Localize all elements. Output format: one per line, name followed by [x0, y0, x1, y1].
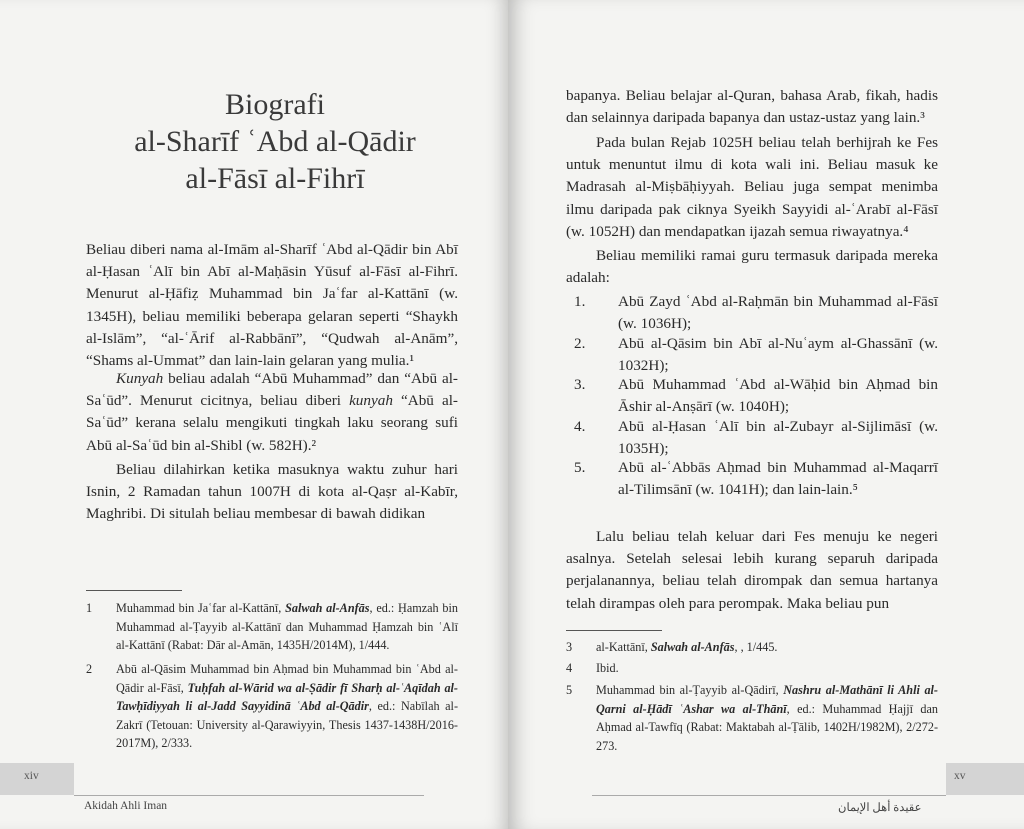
footnote-divider: [86, 590, 182, 591]
running-rule: [74, 795, 424, 796]
title-line: Biografi: [225, 88, 325, 121]
list-item: [574, 457, 938, 501]
running-rule: [592, 795, 946, 796]
footnote-number: 3: [566, 640, 573, 654]
left-page: [0, 0, 508, 829]
list-number: 3.: [574, 376, 586, 393]
footnote-text: [116, 599, 458, 655]
running-title: Akidah Ahli Iman: [84, 800, 168, 812]
footnote-number: 2: [86, 662, 93, 676]
text-run: al-Kattānī,: [596, 640, 651, 654]
text-run: , ed.: Ḥamzah bin Muhammad al-Ṭayyib al-Kattānī dan Muhammad Ḥamzah bin ʿAlī al-Kattānī (Rabat: Dār al-Amān, 1435H/2014M), 1/444.: [116, 601, 458, 652]
paragraph: Beliau memiliki ramai guru termasuk daripada mereka adalah:: [566, 247, 938, 287]
list-number: 2.: [574, 335, 586, 352]
work-title: Salwah al-Anfās: [285, 601, 370, 615]
text-run: , ed.: Nabīlah al-Zakrī (Tetouan: University al-Qarawiyyin, Thesis 1437-1438H/2016-2017M), 2/333.: [116, 699, 458, 750]
text-run: , ed.: Muhammad Ḥajjī dan Aḥmad al-Tawfīq (Rabat: Maktabah al-Ṭālib, 1402H/1982M), 2/272-273.: [596, 701, 938, 753]
list-number: 4.: [574, 418, 586, 435]
list-number: 1.: [574, 293, 586, 310]
work-title: Salwah al-Anfās: [650, 640, 735, 654]
paragraph: bapanya. Beliau belajar al-Quran, bahasa Arab, fikah, hadis dan selainnya daripada bapanya dan ustaz-ustaz yang lain.³: [566, 87, 938, 127]
paragraph: Lalu beliau telah keluar dari Fes menuju ke negeri asalnya. Setelah selesai lebih kurang separuh daripada perjalanannya, beliau telah dirompak dan semua hartanya telah dirampas oleh para perompak. Maka beliau pun: [566, 528, 938, 612]
footnote-number: 1: [86, 601, 93, 615]
page-number: xiv: [24, 770, 39, 782]
work-title: Tuḥfah al-Wārid wa al-Ṣādir fī Sharḥ al-ʿAqīdah al-Tawḥīdiyyah li al-Jadd Sayyidinā ʿAbd al-Qādir: [116, 680, 458, 713]
list-text: Abū Zayd ʿAbd al-Raḥmān bin Muhammad al-Fāsī (w. 1036H);: [618, 293, 938, 333]
footnote: [566, 659, 938, 679]
paragraph: Beliau dilahirkan ketika masuknya waktu zuhur hari Isnin, 2 Ramadan tahun 1007H di kota al-Qaṣr al-Kabīr, Maghribi. Di situlah beliau membesar di bawah didikan: [86, 461, 458, 523]
list-text: Abū al-ʿAbbās Aḥmad bin Muhammad al-Maqarrī al-Tilimsānī (w. 1041H); dan lain-lain.⁵: [618, 459, 938, 499]
list-item: [574, 416, 938, 460]
italic-term: Kunyah: [116, 370, 164, 387]
footnote-number: 4: [566, 661, 573, 675]
text-run: Muhammad bin Jaʿfar al-Kattānī,: [116, 601, 286, 615]
text-run: Muhammad bin al-Ṭayyib al-Qādirī,: [596, 683, 784, 697]
list-number: 5.: [574, 459, 586, 476]
list-text: Abū al-Qāsim bin Abī al-Nuʿaym al-Ghassānī (w. 1032H);: [618, 335, 938, 375]
list-item: [574, 333, 938, 377]
text-run: , , 1/445.: [734, 640, 778, 654]
list-text: Abū al-Ḥasan ʿAlī bin al-Zubayr al-Sijlimāsī (w. 1035H);: [618, 418, 938, 458]
footnote-text: [596, 681, 938, 755]
footnote-divider: [566, 630, 662, 631]
title-line: al-Fāsī al-Fihrī: [185, 162, 365, 195]
title-line: al-Sharīf ʿAbd al-Qādir: [134, 125, 416, 158]
footnote-text: [596, 638, 938, 657]
page-number: xv: [954, 770, 966, 782]
text-run: Abū al-Qāsim Muhammad bin Aḥmad bin Muhammad bin ʿAbd al-Qādir al-Fāsī,: [116, 662, 458, 695]
list-text: Abū Muhammad ʿAbd al-Wāḥid bin Aḥmad bin Āshir al-Anṣārī (w. 1040H);: [618, 376, 938, 416]
text-run: beliau adalah “Abū Muhammad” dan “Abū al-Saʿūd”. Menurut cicitnya, beliau diberi: [86, 370, 458, 410]
paragraph: [86, 368, 458, 457]
footnote-text: [596, 659, 938, 678]
footnote-text: [116, 660, 458, 753]
list-item: [574, 374, 938, 418]
footnote: [566, 681, 938, 761]
text-run: Ibid.: [596, 661, 619, 675]
text-run: “Abū al-Saʿūd” kerana selalu mengikuti tingkah laku seorang sufi Abū al-Saʿūd bin al-Shibl (w. 582H).²: [86, 392, 458, 454]
running-title: عقيدة أهل الإيمان: [838, 802, 922, 814]
footnote: [86, 660, 458, 760]
right-page: [508, 0, 1024, 829]
footnote: [566, 638, 938, 658]
italic-term: kunyah: [349, 392, 393, 410]
list-item: [574, 291, 938, 335]
footnote-number: 5: [566, 683, 573, 697]
paragraph: Beliau diberi nama al-Imām al-Sharīf ʿAbd al-Qādir bin Abī al-Ḥasan ʿAlī bin Abī al-Maḥāsin Yūsuf al-Fāsī al-Fihrī. Menurut al-Ḥāfiẓ Muhammad bin Jaʿfar al-Kattānī (w. 1345H), beliau memiliki beberapa gelaran seperti “Shaykh al-Islām”, “al-ʿĀrif al-Rabbānī”, “Qudwah al-Anām”, “Shams al-Ummat” dan lain-lain gelaran yang mulia.¹: [86, 241, 458, 370]
chapter-title: [60, 86, 490, 197]
work-title: Nashru al-Mathānī li Ahli al-Qarni al-Ḥādī ʿAshar wa al-Thānī: [596, 683, 938, 716]
paragraph: Pada bulan Rejab 1025H beliau telah berhijrah ke Fes untuk menuntut ilmu di kota wali ini. Beliau masuk ke Madrasah al-Miṣbāḥiyyah. Beliau juga sempat menimba ilmu daripada pak ciknya Syeikh Sayyidi al-ʿArabī al-Fāsī (w. 1052H) dan mendapatkan ijazah semua riwayatnya.⁴: [566, 134, 938, 240]
